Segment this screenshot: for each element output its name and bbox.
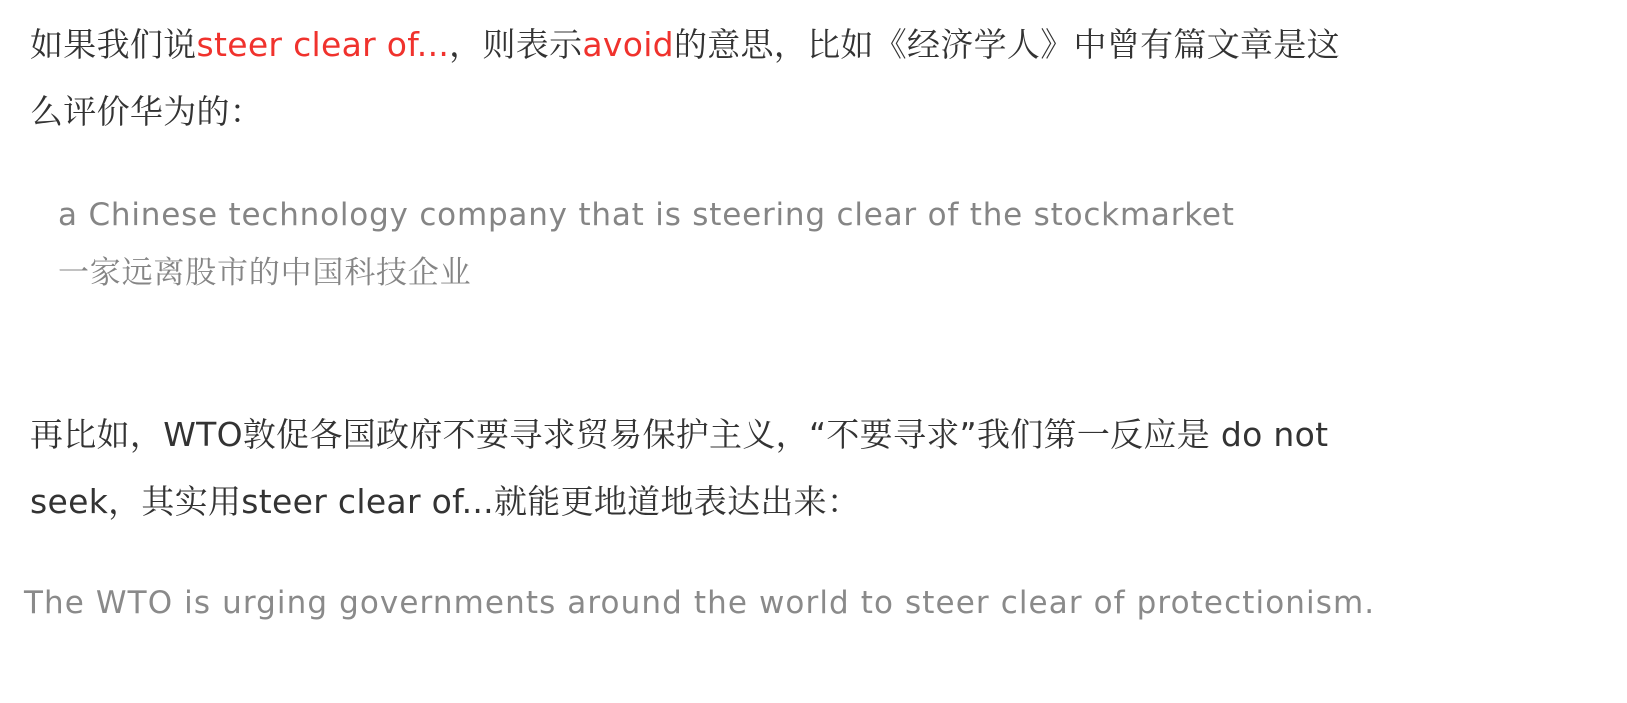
quote-english: a Chinese technology company that is steering clear of the stockmarket [58, 197, 1235, 233]
highlight-phrase: steer clear of... [196, 25, 450, 64]
quote-chinese: 一家远离股市的中国科技企业 [58, 255, 472, 291]
example-sentence [24, 577, 1584, 629]
second-paragraph [30, 401, 1470, 535]
intro-text-2: ，则表示 [449, 25, 583, 64]
intro-text-1: 如果我们说 [30, 25, 197, 64]
intro-text-3: 的意思，比如《经济学人》中曾有篇文章是这 [673, 25, 1340, 64]
intro-line-2: 么评价华为的： [30, 92, 264, 131]
example-english: The WTO is urging governments around the world to steer clear of protectionism. [24, 585, 1376, 621]
intro-line-1 [30, 11, 1470, 78]
economist-quote [58, 186, 1508, 302]
second-line-2: seek，其实用steer clear of...就能更地道地表达出来： [30, 482, 861, 521]
second-line-1: 再比如，WTO敦促各国政府不要寻求贸易保护主义，“不要寻求”我们第一反应是 do not [30, 415, 1329, 454]
highlight-synonym: avoid [582, 25, 674, 64]
intro-paragraph [30, 11, 1470, 145]
